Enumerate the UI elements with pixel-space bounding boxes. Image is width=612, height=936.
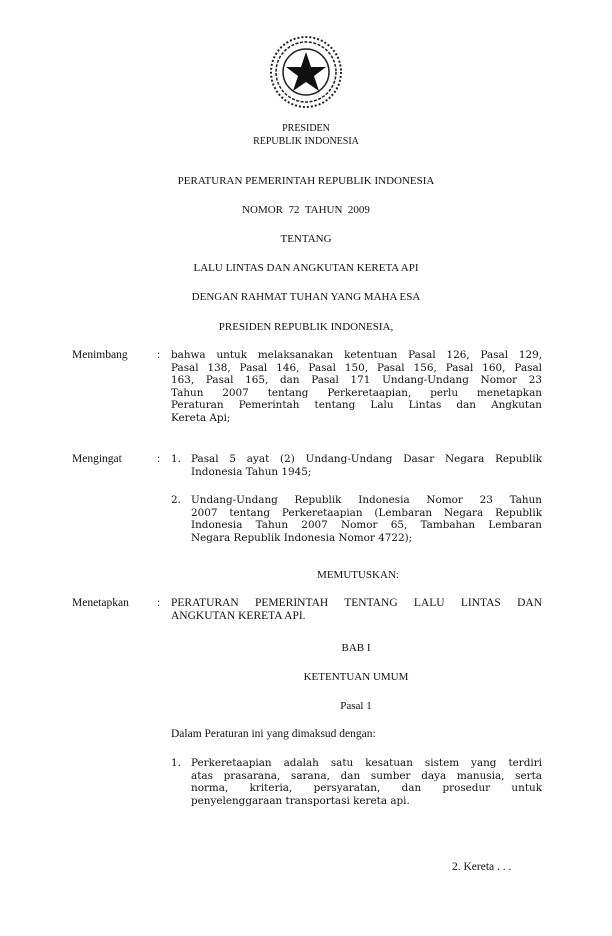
item-number: 2. <box>171 494 181 506</box>
garuda-emblem-icon <box>268 34 344 110</box>
mengingat-item-2 <box>191 494 542 544</box>
menimbang-label: Menimbang <box>72 349 128 361</box>
menimbang-text <box>171 349 542 425</box>
text-line: Pasal 138, Pasal 146, Pasal 150, Pasal 156, Pasal 160, Pasal <box>171 361 542 374</box>
text-line: PERATURAN PEMERINTAH TENTANG LALU LINTAS DAN <box>171 597 542 609</box>
regulation-title: PERATURAN PEMERINTAH REPUBLIK INDONESIA <box>177 175 435 187</box>
text-line: Undang-Undang Republik Indonesia Nomor 23 Tahun <box>191 494 542 506</box>
text-line: atas prasarana, sarana, dan sumber daya manusia, serta <box>191 769 542 782</box>
text-line: Perkeretaapian adalah satu kesatuan sistem yang terdiri <box>191 757 542 769</box>
president-heading: PRESIDEN REPUBLIK INDONESIA, <box>218 321 394 333</box>
chapter-title: KETENTUAN UMUM <box>303 671 409 683</box>
mengingat-label: Mengingat <box>72 453 122 465</box>
regulation-number: NOMOR 72 TAHUN 2009 <box>242 204 370 216</box>
item-number: 1. <box>171 757 181 769</box>
text-line: Kereta Api; <box>171 411 231 424</box>
header-republic: REPUBLIK INDONESIA <box>253 136 359 147</box>
text-line: Negara Republik Indonesia Nomor 4722); <box>191 531 413 544</box>
text-line: ANGKUTAN KERETA API. <box>171 609 306 622</box>
text-line: Indonesia Tahun 1945; <box>191 465 312 478</box>
page-continuation: 2. Kereta . . . <box>452 861 512 873</box>
chapter-heading: BAB I <box>341 642 371 654</box>
definition-1 <box>191 757 542 807</box>
menetapkan-label: Menetapkan <box>72 597 129 609</box>
text-line: bahwa untuk melaksanakan ketentuan Pasal 126, Pasal 129, <box>171 349 542 361</box>
menetapkan-colon: : <box>157 597 161 609</box>
header-president: PRESIDEN <box>282 123 330 134</box>
regulation-subject: LALU LINTAS DAN ANGKUTAN KERETA API <box>193 262 419 274</box>
menimbang-colon: : <box>157 349 161 361</box>
article-heading: Pasal 1 <box>340 700 372 712</box>
menetapkan-text <box>171 597 542 622</box>
item-number: 1. <box>171 453 181 465</box>
mengingat-colon: : <box>157 453 161 465</box>
text-line: 2007 tentang Perkeretaapian (Lembaran Negara Republik <box>191 506 542 519</box>
text-line: Tahun 2007 tentang Perkeretaapian, perlu menetapkan <box>171 386 542 399</box>
grace-statement: DENGAN RAHMAT TUHAN YANG MAHA ESA <box>191 291 421 303</box>
text-line: penyelenggaraan transportasi kereta api. <box>191 794 410 807</box>
memutuskan-heading: MEMUTUSKAN: <box>317 569 399 581</box>
text-line: Peraturan Pemerintah tentang Lalu Lintas dan Angkutan <box>171 399 542 412</box>
mengingat-item-1 <box>191 453 542 478</box>
text-line: Indonesia Tahun 2007 Nomor 65, Tambahan Lembaran <box>191 519 542 532</box>
about-heading: TENTANG <box>280 233 332 245</box>
text-line: 163, Pasal 165, dan Pasal 171 Undang-Undang Nomor 23 <box>171 374 542 387</box>
text-line: norma, kriteria, persyaratan, dan prosedur untuk <box>191 782 542 795</box>
text-line: Pasal 5 ayat (2) Undang-Undang Dasar Negara Republik <box>191 453 542 465</box>
definition-intro: Dalam Peraturan ini yang dimaksud dengan: <box>171 728 376 740</box>
